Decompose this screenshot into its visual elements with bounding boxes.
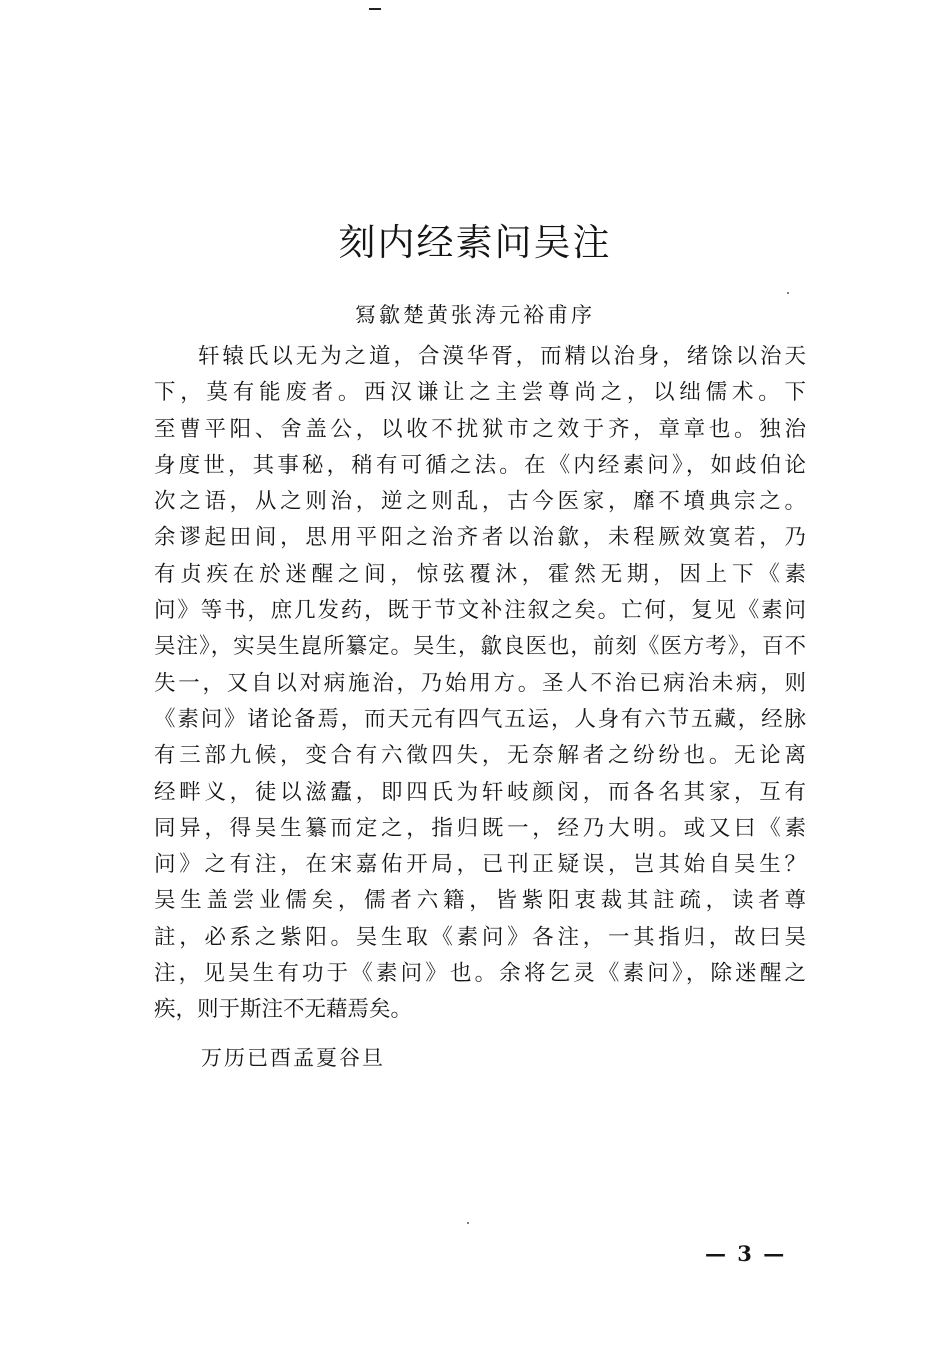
preface-body <box>154 339 806 1029</box>
body-line-last: 疾，则于斯注不无藉焉矣。 <box>154 997 413 1023</box>
page-title: 刻内经素问吴注 <box>338 221 612 264</box>
date-line: 万历已酉孟夏谷旦 <box>201 1046 385 1070</box>
scan-speck <box>467 1222 469 1224</box>
body-line: 余谬起田间，思用平阳之治齐者以治歙，未程厥效寞若，乃 <box>154 525 806 551</box>
body-line: 至曹平阳、舍盖公，以收不扰狱市之效于齐，章章也。独治 <box>154 416 806 442</box>
body-line: 身度世，其事秘，稍有可循之法。在《内经素问》，如歧伯论 <box>154 452 806 478</box>
preface-byline: 冩歙楚黄张涛元裕甫序 <box>355 303 595 327</box>
body-line: 同异，得吴生纂而定之，指归既一，经乃大明。或又曰《素 <box>154 815 806 841</box>
body-line: 有贞疾在於迷醒之间，惊弦覆沐，霍然无期，因上下《素 <box>154 561 806 587</box>
body-line: 吴生盖尝业儒矣，儒者六籍，皆紫阳衷裁其註疏，读者尊 <box>154 888 806 914</box>
scan-speck <box>787 292 789 294</box>
body-line: 有三部九候，变合有六徵四失，无奈解者之纷纷也。无论离 <box>154 743 806 769</box>
body-line: 经畔义，徒以滋蠹，即四氏为轩岐颜闵，而各名其家，互有 <box>154 779 806 805</box>
body-line: 吴注》，实吴生崑所纂定。吴生，歙良医也，前刻《医方考》，百不 <box>154 634 806 660</box>
body-line: 轩辕氏以无为之道，合漠华胥，而精以治身，绪馀以治天 <box>198 344 806 369</box>
body-line: 下，莫有能废者。西汉谦让之主尝尊尚之，以绌儒术。下 <box>154 380 806 406</box>
body-line: 注，见吴生有功于《素问》也。余将乞灵《素问》，除迷醒之 <box>154 961 806 987</box>
body-line: 问》等书，庶几发药，既于节文补注叙之矣。亡何，复见《素问 <box>154 598 806 624</box>
body-line: 问》之有注，在宋嘉佑开局，已刊正疑误，岂其始自吴生？ <box>154 852 806 878</box>
body-line: 次之语，从之则治，逆之则乱，古今医家，靡不墳典宗之。 <box>154 489 806 515</box>
body-line: 《素问》诸论备焉，而天元有四气五运，人身有六节五藏，经脉 <box>154 706 806 732</box>
body-line: 註，必系之紫阳。吴生取《素问》各注，一其指归，故曰吴 <box>154 924 806 950</box>
body-line: 失一，又自以对病施治，乃始用方。圣人不治已病治未病，则 <box>154 670 806 696</box>
page-number: — 3 — <box>705 1241 787 1266</box>
top-margin-mark <box>369 8 381 10</box>
